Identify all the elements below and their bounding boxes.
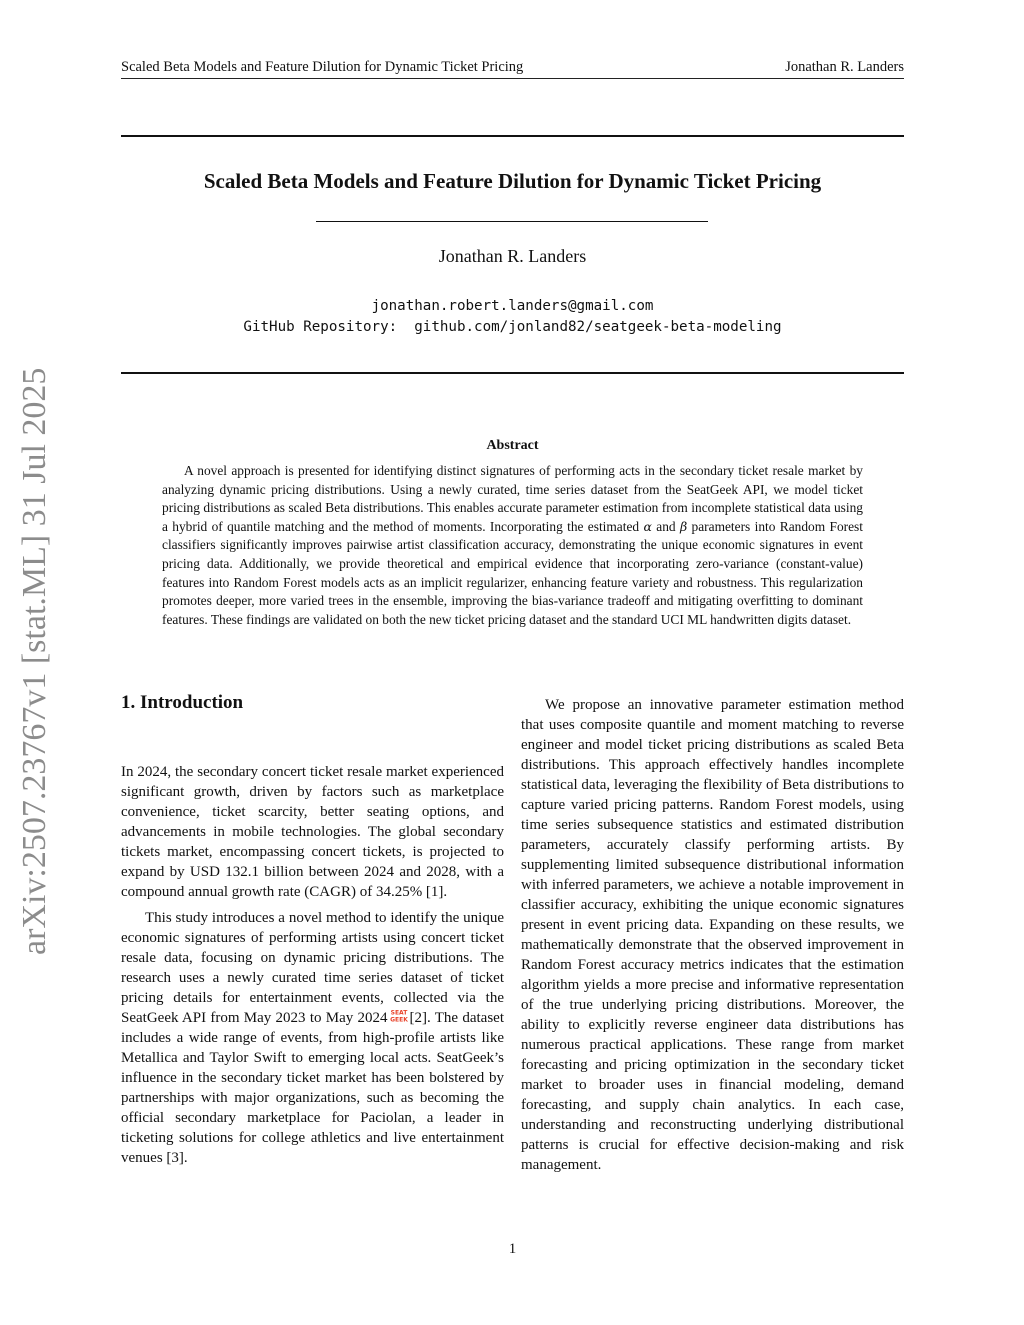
author-email[interactable]: jonathan.robert.landers@gmail.com (371, 298, 654, 314)
intro-paragraph-2 (121, 908, 504, 1168)
abstract-and-word: and (656, 518, 676, 534)
abstract-text-part2: parameters into Random Forest classifiers significantly improves pairwise artist classification accuracy, demonstrating the unique economic signatures in event pricing data. Additionally, we provide theoretical and empirical evidence that incorporating zero-variance (constant-value) features into Random Forest models acts as an implicit regularizer, enhancing feature variety and robustness. This regularization promotes deeper, more varied trees in the ensemble, improving the bias-variance tradeoff and mitigating overfitting to dominant features. These findings are validated on both the new ticket pricing dataset and the standard UCI ML handwritten digits dataset. (162, 518, 863, 627)
abstract-body (162, 462, 863, 629)
running-header (121, 58, 904, 79)
running-header-author: Jonathan R. Landers (785, 59, 904, 75)
author-name: Jonathan R. Landers (438, 246, 587, 266)
github-link[interactable]: github.com/jonland82/seatgeek-beta-modeling (414, 319, 782, 335)
left-column (121, 762, 504, 1168)
seatgeek-logo-seat: SEAT (390, 1009, 407, 1017)
abstract-heading: Abstract (486, 438, 539, 453)
alpha-symbol: α (643, 518, 652, 534)
beta-symbol: β (679, 518, 688, 534)
arxiv-stamp: arXiv:2507.23767v1 [stat.ML] 31 Jul 2025 (16, 367, 53, 955)
abstract-text-part1: A novel approach is presented for identifying distinct signatures of performing acts in the secondary ticket resale market by analyzing dynamic pricing distributions. Using a newly curated, time series dataset from the SeatGeek API, we model ticket pricing distributions as scaled Beta distributions. This enables accurate parameter estimation from incomplete statistical data using a hybrid of quantile matching and the method of moments. Incorporating the estimated (162, 463, 863, 534)
paper-title: Scaled Beta Models and Feature Dilution for Dynamic Ticket Pricing (203, 169, 822, 193)
running-header-title: Scaled Beta Models and Feature Dilution for Dynamic Ticket Pricing (121, 59, 524, 75)
github-label: GitHub Repository: (243, 319, 398, 335)
header-bottom-rule (121, 372, 904, 374)
intro-paragraph-2-start: This study introduces a novel method to identify the unique economic signatures of performing artists using concert ticket resale data, focusing on dynamic pricing distributions. The research uses a newly curated time series dataset of ticket pricing details for entertainment events, collected via the SeatGeek API from May 2023 to May 2024 (121, 910, 504, 1026)
seatgeek-logo-geek: GEEK (389, 1016, 408, 1023)
seatgeek-logo-icon (390, 1008, 408, 1023)
title-top-rule (121, 135, 904, 137)
title-bottom-rule (316, 221, 708, 222)
intro-paragraph-2-end: [2]. The dataset includes a wide range of events, from high-profile artists like Metallica and Taylor Swift to emerging local acts. SeatGeek’s influence in the secondary ticket market has been bolstered by partnerships with major organizations, such as becoming the official secondary marketplace for Paciolan, a leader in ticketing solutions for college athletics and live entertainment venues [3]. (121, 1010, 504, 1166)
intro-paragraph-1: In 2024, the secondary concert ticket resale market experienced significant growth, driven by factors such as marketplace convenience, ticket scarcity, better seating options, and advancements in mobile technologies. The global secondary tickets market, encompassing concert tickets, is projected to expand by USD 132.1 billion between 2024 and 2028, with a compound annual growth rate (CAGR) of 34.25% [1]. (121, 764, 504, 900)
intro-paragraph-3: We propose an innovative parameter estimation method that uses composite quantile and moment matching to reverse engineer and model ticket pricing distributions as scaled Beta distributions. This approach effectively handles incomplete statistical data, leveraging the flexibility of Beta distributions to capture varied pricing patterns. Random Forest models, using time series subsequence statistics and estimated distribution parameters, accurately classify performing artists. By supplementing limited subsequence distributional information with inferred parameters, we achieve a notable improvement in classifier accuracy, exhibiting the unique economic signatures present in event pricing data. Expanding on these results, we mathematically demonstrate that the observed improvement in Random Forest accuracy metrics indicates that the estimation algorithm yields a more precise and informative representation of the true underlying pricing distributions. Moreover, the ability to explicitly reverse engineer data distributions has numerous practical applications. These range from market forecasting and pricing optimization in the secondary ticket market to broader uses in financial modeling, demand forecasting, and supply chain analytics. In each case, understanding and reconstructing underlying distributional patterns is crucial for effective decision-making and risk management. (521, 697, 904, 1173)
section-heading-introduction: 1. Introduction (121, 692, 244, 713)
right-column (521, 695, 904, 1175)
github-line (121, 317, 904, 337)
page-number: 1 (508, 1241, 517, 1257)
